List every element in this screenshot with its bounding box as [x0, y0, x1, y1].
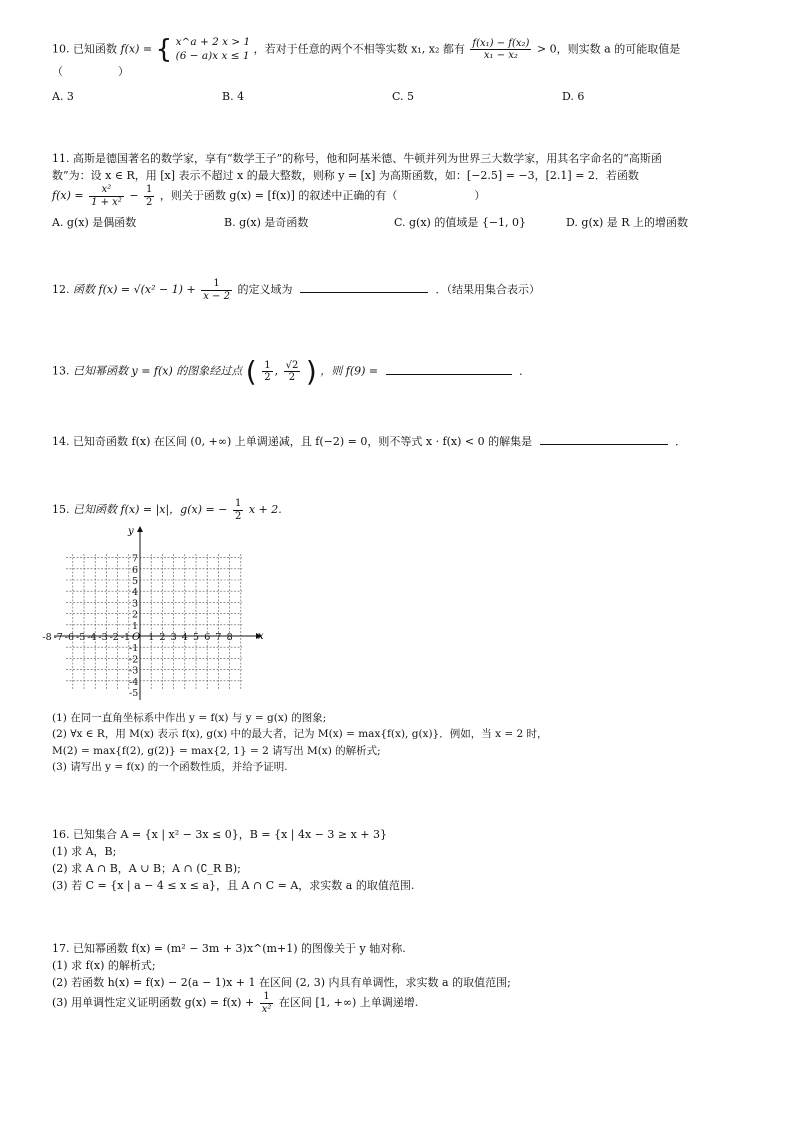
- question-17: [52, 940, 754, 1015]
- x-tick-label: 1: [148, 632, 155, 643]
- q13-number: 13.: [52, 364, 70, 378]
- q15-fraction: [233, 498, 243, 522]
- q15-stem: [52, 498, 754, 522]
- q12-pre: 函数 f(x) = √(x² − 1) +: [73, 283, 196, 296]
- x-tick-label: 2: [159, 632, 166, 643]
- q17-part-3-fraction: [260, 991, 274, 1015]
- origin-label: O: [132, 632, 141, 643]
- q13-paren-open: (: [245, 355, 257, 388]
- q10-func: f(x) =: [120, 42, 153, 56]
- x-tick-label: 7: [215, 632, 222, 643]
- y-tick-label: -2: [129, 654, 139, 666]
- question-14: [52, 432, 754, 450]
- q16-number: 16.: [52, 828, 70, 841]
- q16-part-2: (2) 求 A ∩ B，A ∪ B；A ∩ (∁_R B);: [52, 862, 241, 876]
- q15-pre: 已知函数 f(x) = |x|，g(x) = −: [73, 503, 228, 516]
- q11-option-c[interactable]: C. g(x) 的值域是 {−1, 0}: [394, 216, 527, 230]
- q16-part-1: (1) 求 A，B;: [52, 845, 117, 859]
- q13-stem: 13. 已知幂函数 y = f(x) 的图象经过点 ( $\frac{1}{2}$ , $\frac{√2}{2}$ ) ，则 f(9) = ．: [52, 355, 531, 388]
- q11-frac1-num: x²: [89, 184, 124, 197]
- x-tick-label: -8: [42, 632, 52, 643]
- x-tick-label: 6: [204, 632, 211, 643]
- q12-number: 12.: [52, 283, 70, 296]
- q14-stem: [52, 432, 754, 450]
- q15-part-2: (2) ∀x ∈ R，用 M(x) 表示 f(x), g(x) 中的最大者，记为 M(x) = max{f(x), g(x)}．例如，当 x = 2 时，: [52, 728, 548, 741]
- q10-paren: （ ）: [52, 65, 129, 79]
- q14-number: 14.: [52, 435, 70, 448]
- q15-parts: [52, 710, 754, 775]
- q11-fraction-1: [89, 184, 124, 208]
- q14-post: ．: [675, 435, 687, 448]
- q10-pre: 已知函数: [73, 42, 117, 56]
- q12-frac-den: x − 2: [203, 290, 230, 302]
- q10-option-a[interactable]: A. 3: [52, 90, 74, 104]
- y-axis-label: y: [128, 526, 134, 537]
- y-axis-arrow: [137, 526, 143, 532]
- q17-part-3: [52, 991, 754, 1015]
- y-tick-label: 2: [132, 609, 139, 621]
- question-11: [52, 150, 754, 231]
- x-tick-label: -7: [53, 632, 63, 643]
- q10-brace: {: [155, 34, 173, 65]
- question-15: [52, 498, 754, 522]
- q17-part-2: (2) 若函数 h(x) = f(x) − 2(a − 1)x + 1 在区间 (2, 3) 内具有单调性，求实数 a 的取值范围;: [52, 976, 511, 990]
- q13-p1-num: 1: [264, 359, 271, 371]
- q15-part-3: (3) 请写出 y = f(x) 的一个函数性质，并给予证明.: [52, 760, 288, 773]
- q13-mid: ，则 f(9) =: [320, 364, 379, 378]
- q15-frac-num: 1: [234, 498, 242, 509]
- q10-number: 10.: [52, 42, 70, 56]
- x-tick-label: -5: [76, 632, 86, 643]
- y-tick-label: 3: [132, 598, 139, 610]
- q17-part-1: (1) 求 f(x) 的解析式;: [52, 959, 156, 973]
- q12-answer-blank[interactable]: [300, 280, 428, 293]
- q15-coordinate-grid[interactable]: [42, 524, 268, 704]
- y-tick-label: 4: [132, 587, 139, 599]
- q12-stem: [52, 278, 754, 302]
- q11-option-b[interactable]: B. g(x) 是奇函数: [224, 216, 309, 230]
- q15-number: 15.: [52, 503, 70, 516]
- x-tick-label: 3: [170, 632, 177, 643]
- q13-p2-num: √2: [285, 359, 299, 371]
- q17-stem-text: 已知幂函数 f(x) = (m² − 3m + 3)x^(m+1) 的图像关于 y 轴对称.: [73, 942, 406, 955]
- q10-options: [52, 88, 754, 105]
- x-tick-label: -6: [64, 632, 75, 643]
- q15-part-1: (1) 在同一直角坐标系中作出 y = f(x) 与 y = g(x) 的图象;: [52, 712, 327, 724]
- q10-option-c[interactable]: C. 5: [392, 90, 415, 104]
- q13-answer-blank[interactable]: [386, 362, 512, 375]
- q10-cases: [176, 36, 251, 63]
- q11-text-1: 高斯是德国著名的数学家，享有“数学王子”的称号，他和阿基米德、牛顿并列为世界三大数学家，用其名字命名的“高斯函: [73, 152, 662, 165]
- q17-p3-frac-num: 1: [260, 991, 274, 1004]
- q14-answer-blank[interactable]: [540, 432, 668, 445]
- q13-point-y: [284, 360, 301, 384]
- q13-paren-close: ): [305, 355, 317, 388]
- q15-part-2-cont: M(2) = max{f(2), g(2)} = max{2, 1} = 2 请写出 M(x) 的解析式;: [52, 744, 381, 757]
- q11-option-a[interactable]: A. g(x) 是偶函数: [52, 216, 137, 230]
- y-tick-label: 6: [132, 564, 139, 576]
- question-12: [52, 278, 754, 302]
- q11-line-1: [52, 150, 754, 167]
- q11-post: ，则关于函数 g(x) = [f(x)] 的叙述中正确的有（ ）: [159, 189, 486, 203]
- q16-stem: [52, 826, 754, 843]
- q17-p3-frac-den: x²: [261, 1003, 272, 1015]
- y-tick-label: 5: [132, 576, 139, 587]
- x-tick-label: -3: [98, 632, 108, 643]
- q10-option-d[interactable]: D. 6: [562, 90, 585, 104]
- q14-text: 已知奇函数 f(x) 在区间 (0, +∞) 上单调递减，且 f(−2) = 0，则不等式 x · f(x) < 0 的解集是: [73, 435, 533, 448]
- q13-post: ．: [519, 364, 531, 378]
- q10-stem: [52, 36, 754, 63]
- question-13: [52, 350, 754, 393]
- q10-case-2: (6 − a)x x ≤ 1: [175, 49, 250, 62]
- q10-post: > 0，则实数 a 的可能取值是: [536, 42, 681, 56]
- x-tick-label: 8: [226, 632, 233, 643]
- q17-part-3-post: 在区间 [1, +∞) 上单调递增.: [278, 996, 419, 1010]
- question-10: [52, 36, 754, 105]
- q13-pre: 已知幂函数 y = f(x) 的图象经过点: [73, 364, 243, 378]
- q16-part-3: (3) 若 C = {x | a − 4 ≤ x ≤ a}，且 A ∩ C = A，求实数 a 的取值范围.: [52, 879, 415, 893]
- q16-stem-text: 已知集合 A = {x | x² − 3x ≤ 0}，B = {x | 4x − 3 ≥ x + 3}: [73, 828, 388, 841]
- q11-options: [52, 214, 754, 231]
- q11-fraction-2: [144, 184, 154, 208]
- q11-frac2-num: 1: [146, 184, 153, 196]
- q13-p1-den: 2: [264, 372, 271, 384]
- q11-minus: −: [129, 189, 139, 203]
- q10-option-b[interactable]: B. 4: [222, 90, 245, 104]
- q17-number: 17.: [52, 942, 70, 955]
- q17-stem: [52, 940, 754, 957]
- q12-post: ．（结果用集合表示）: [435, 283, 540, 296]
- q15-grid-svg: [42, 524, 268, 704]
- q15-post: x + 2.: [248, 503, 282, 516]
- y-tick-label: -5: [129, 688, 139, 699]
- x-tick-label: -2: [109, 632, 119, 643]
- x-tick-label: -4: [87, 632, 97, 643]
- x-tick-label: 5: [193, 632, 200, 643]
- q11-frac1-den: 1 + x²: [91, 196, 122, 208]
- q10-frac-num: f(x₁) − f(x₂): [472, 37, 530, 49]
- q10-mid: ，若对于任意的两个不相等实数 x₁, x₂ 都有: [253, 42, 465, 56]
- x-tick-label: -1: [120, 632, 131, 643]
- y-tick-label: 1: [132, 620, 139, 632]
- y-tick-label: -3: [129, 665, 139, 677]
- x-axis-label: x: [258, 631, 264, 642]
- y-tick-label: -4: [129, 676, 139, 688]
- y-tick-label: -1: [129, 643, 139, 655]
- q11-line-3: [52, 184, 754, 208]
- q11-option-d[interactable]: D. g(x) 是 R 上的增函数: [566, 216, 689, 230]
- q11-frac2-den: 2: [146, 196, 153, 208]
- q12-frac-num: 1: [201, 278, 232, 291]
- q11-number: 11.: [52, 152, 70, 165]
- q12-mid: 的定义域为: [237, 283, 293, 296]
- x-tick-label: 4: [181, 632, 188, 643]
- q10-case-1: x^a + 2 x > 1: [175, 36, 251, 48]
- q11-line-2: 数”为：设 x ∈ R，用 [x] 表示不超过 x 的最大整数，则称 y = [x] 为高斯函数，如：[−2.5] = −3，[2.1] = 2．若函数: [52, 169, 639, 183]
- q13-point-x: [262, 360, 272, 384]
- y-tick-label: 7: [132, 553, 139, 565]
- q10-fraction: [470, 38, 531, 62]
- q15-frac-den: 2: [234, 510, 242, 522]
- q17-part-3-pre: (3) 用单调性定义证明函数 g(x) = f(x) +: [52, 996, 255, 1010]
- question-16: [52, 826, 754, 894]
- q13-p2-den: 2: [288, 372, 296, 384]
- q11-func: f(x) =: [52, 189, 84, 203]
- q10-frac-den: x₁ − x₂: [483, 50, 518, 62]
- q12-fraction: [201, 278, 232, 302]
